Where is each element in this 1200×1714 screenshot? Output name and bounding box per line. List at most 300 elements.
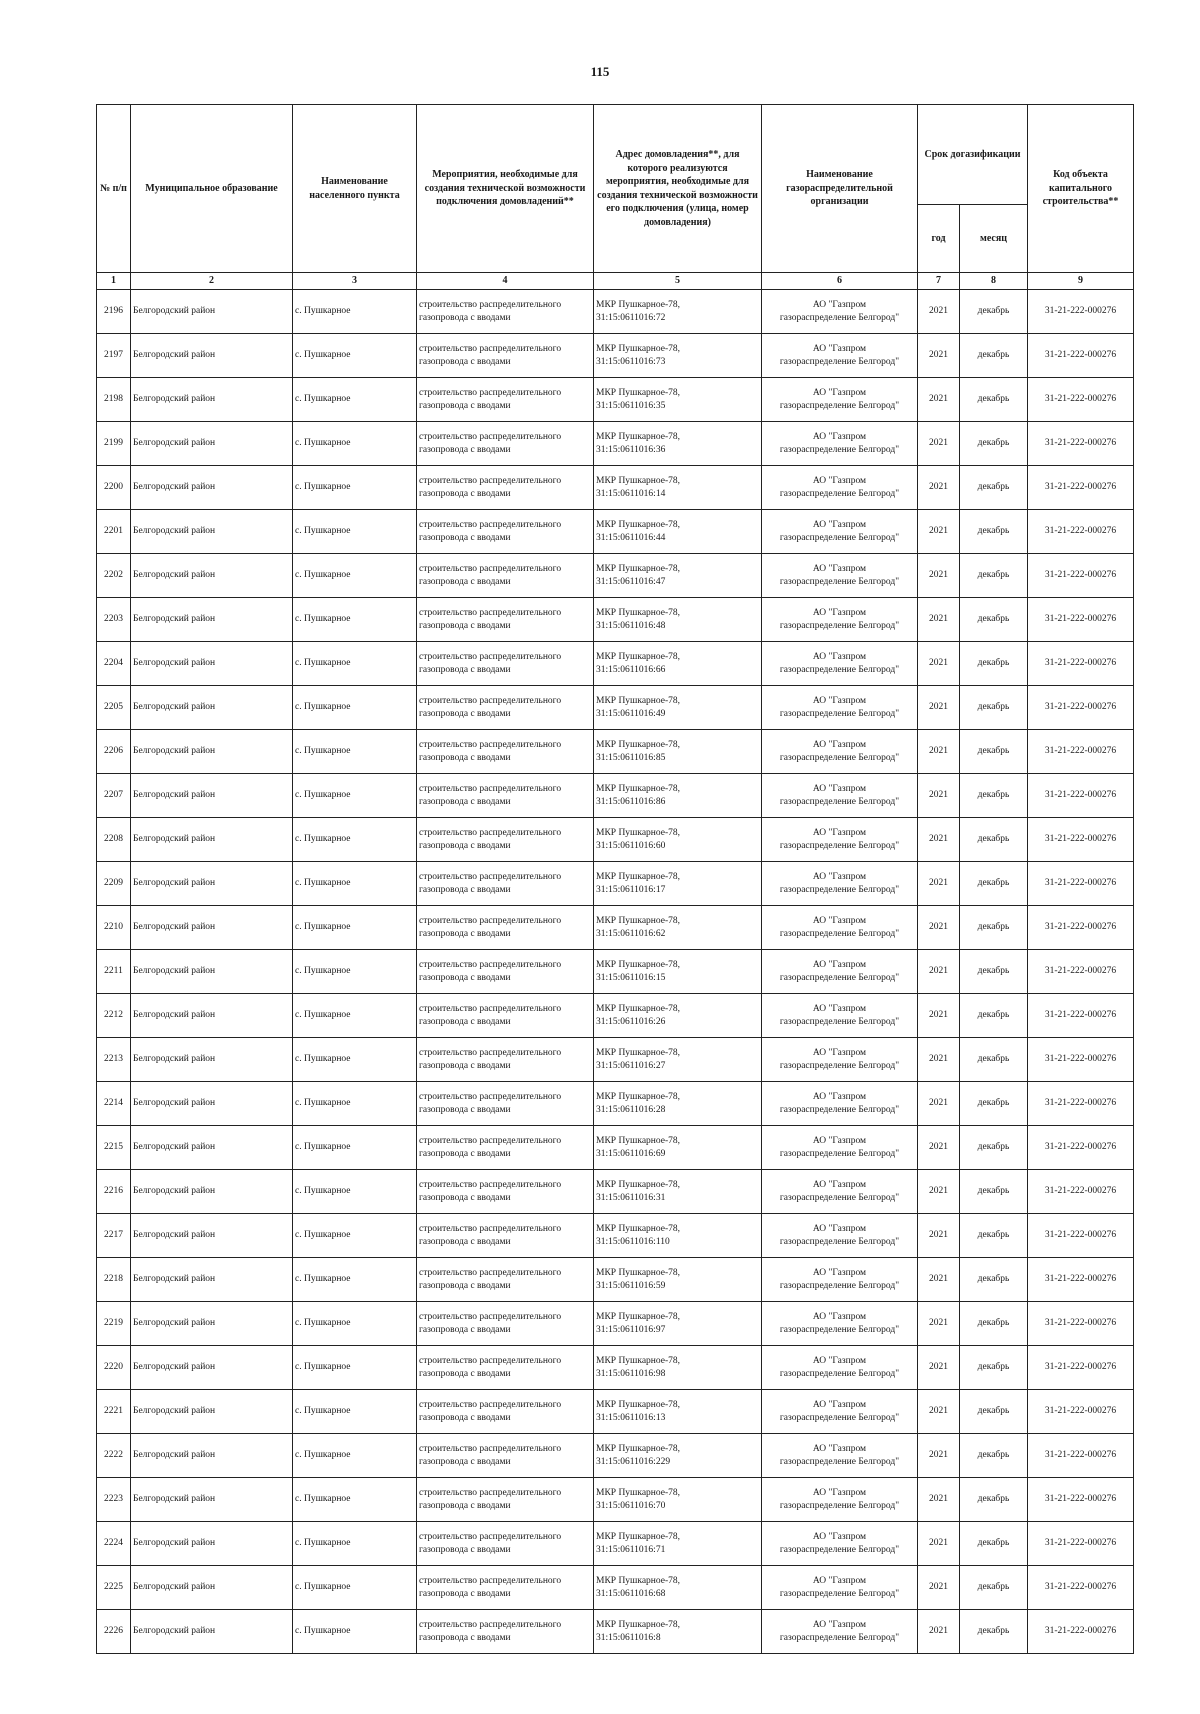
municipality-cell: Белгородский район: [131, 950, 293, 994]
municipality-cell: Белгородский район: [131, 334, 293, 378]
address-cell: МКР Пушкарное-78, 31:15:0611016:44: [594, 510, 762, 554]
header-deadline: Срок догазификации: [918, 105, 1028, 205]
table-row: [97, 1214, 1134, 1258]
address-cell: МКР Пушкарное-78, 31:15:0611016:14: [594, 466, 762, 510]
year-cell: 2021: [918, 554, 960, 598]
year-cell: 2021: [918, 1522, 960, 1566]
settlement-cell: с. Пушкарное: [293, 598, 417, 642]
year-cell: 2021: [918, 1082, 960, 1126]
code-cell: 31-21-222-000276: [1028, 1258, 1134, 1302]
municipality-cell: Белгородский район: [131, 1126, 293, 1170]
year-cell: 2021: [918, 1170, 960, 1214]
organization-cell: АО "Газпром газораспределение Белгород": [762, 642, 918, 686]
year-cell: 2021: [918, 1302, 960, 1346]
year-cell: 2021: [918, 1214, 960, 1258]
row-number: 2226: [97, 1610, 131, 1654]
year-cell: 2021: [918, 510, 960, 554]
row-number: 2224: [97, 1522, 131, 1566]
settlement-cell: с. Пушкарное: [293, 1346, 417, 1390]
row-number: 2197: [97, 334, 131, 378]
settlement-cell: с. Пушкарное: [293, 290, 417, 334]
year-cell: 2021: [918, 1126, 960, 1170]
month-cell: декабрь: [960, 1258, 1028, 1302]
address-cell: МКР Пушкарное-78, 31:15:0611016:49: [594, 686, 762, 730]
measures-cell: строительство распределительного газопровода с вводами: [417, 1302, 594, 1346]
col-number: 8: [960, 273, 1028, 290]
settlement-cell: с. Пушкарное: [293, 510, 417, 554]
month-cell: декабрь: [960, 1126, 1028, 1170]
address-cell: МКР Пушкарное-78, 31:15:0611016:85: [594, 730, 762, 774]
address-cell: МКР Пушкарное-78, 31:15:0611016:8: [594, 1610, 762, 1654]
table-row: [97, 1390, 1134, 1434]
row-number: 2196: [97, 290, 131, 334]
table-row: [97, 774, 1134, 818]
month-cell: декабрь: [960, 554, 1028, 598]
municipality-cell: Белгородский район: [131, 290, 293, 334]
organization-cell: АО "Газпром газораспределение Белгород": [762, 1434, 918, 1478]
table-row: [97, 1434, 1134, 1478]
month-cell: декабрь: [960, 642, 1028, 686]
year-cell: 2021: [918, 1478, 960, 1522]
municipality-cell: Белгородский район: [131, 554, 293, 598]
month-cell: декабрь: [960, 378, 1028, 422]
code-cell: 31-21-222-000276: [1028, 730, 1134, 774]
municipality-cell: Белгородский район: [131, 818, 293, 862]
year-cell: 2021: [918, 290, 960, 334]
measures-cell: строительство распределительного газопровода с вводами: [417, 510, 594, 554]
address-cell: МКР Пушкарное-78, 31:15:0611016:27: [594, 1038, 762, 1082]
month-cell: декабрь: [960, 730, 1028, 774]
row-number: 2203: [97, 598, 131, 642]
organization-cell: АО "Газпром газораспределение Белгород": [762, 1566, 918, 1610]
organization-cell: АО "Газпром газораспределение Белгород": [762, 906, 918, 950]
organization-cell: АО "Газпром газораспределение Белгород": [762, 334, 918, 378]
table-row: [97, 994, 1134, 1038]
address-cell: МКР Пушкарное-78, 31:15:0611016:69: [594, 1126, 762, 1170]
address-cell: МКР Пушкарное-78, 31:15:0611016:59: [594, 1258, 762, 1302]
municipality-cell: Белгородский район: [131, 466, 293, 510]
address-cell: МКР Пушкарное-78, 31:15:0611016:86: [594, 774, 762, 818]
month-cell: декабрь: [960, 994, 1028, 1038]
row-number: 2216: [97, 1170, 131, 1214]
row-number: 2200: [97, 466, 131, 510]
municipality-cell: Белгородский район: [131, 378, 293, 422]
address-cell: МКР Пушкарное-78, 31:15:0611016:48: [594, 598, 762, 642]
table-row: [97, 554, 1134, 598]
table-row: [97, 1610, 1134, 1654]
municipality-cell: Белгородский район: [131, 510, 293, 554]
municipality-cell: Белгородский район: [131, 1390, 293, 1434]
year-cell: 2021: [918, 1346, 960, 1390]
table-row: [97, 950, 1134, 994]
row-number: 2218: [97, 1258, 131, 1302]
header-year: год: [918, 205, 960, 273]
code-cell: 31-21-222-000276: [1028, 334, 1134, 378]
year-cell: 2021: [918, 1566, 960, 1610]
settlement-cell: с. Пушкарное: [293, 1434, 417, 1478]
measures-cell: строительство распределительного газопровода с вводами: [417, 1390, 594, 1434]
settlement-cell: с. Пушкарное: [293, 1522, 417, 1566]
code-cell: 31-21-222-000276: [1028, 422, 1134, 466]
gasification-table: [96, 104, 1134, 1654]
code-cell: 31-21-222-000276: [1028, 774, 1134, 818]
municipality-cell: Белгородский район: [131, 1082, 293, 1126]
municipality-cell: Белгородский район: [131, 906, 293, 950]
year-cell: 2021: [918, 642, 960, 686]
table-row: [97, 466, 1134, 510]
municipality-cell: Белгородский район: [131, 422, 293, 466]
code-cell: 31-21-222-000276: [1028, 1346, 1134, 1390]
organization-cell: АО "Газпром газораспределение Белгород": [762, 1038, 918, 1082]
address-cell: МКР Пушкарное-78, 31:15:0611016:35: [594, 378, 762, 422]
table-row: [97, 1258, 1134, 1302]
code-cell: 31-21-222-000276: [1028, 554, 1134, 598]
month-cell: декабрь: [960, 686, 1028, 730]
measures-cell: строительство распределительного газопровода с вводами: [417, 378, 594, 422]
organization-cell: АО "Газпром газораспределение Белгород": [762, 422, 918, 466]
measures-cell: строительство распределительного газопровода с вводами: [417, 466, 594, 510]
year-cell: 2021: [918, 422, 960, 466]
month-cell: декабрь: [960, 1038, 1028, 1082]
settlement-cell: с. Пушкарное: [293, 1214, 417, 1258]
column-number-row: [97, 273, 1134, 290]
table-body: [97, 290, 1134, 1654]
month-cell: декабрь: [960, 1610, 1028, 1654]
header-num: № п/п: [97, 105, 131, 273]
municipality-cell: Белгородский район: [131, 686, 293, 730]
code-cell: 31-21-222-000276: [1028, 1566, 1134, 1610]
organization-cell: АО "Газпром газораспределение Белгород": [762, 1082, 918, 1126]
code-cell: 31-21-222-000276: [1028, 1610, 1134, 1654]
code-cell: 31-21-222-000276: [1028, 1434, 1134, 1478]
year-cell: 2021: [918, 334, 960, 378]
organization-cell: АО "Газпром газораспределение Белгород": [762, 290, 918, 334]
year-cell: 2021: [918, 906, 960, 950]
year-cell: 2021: [918, 466, 960, 510]
table-row: [97, 290, 1134, 334]
month-cell: декабрь: [960, 1170, 1028, 1214]
row-number: 2221: [97, 1390, 131, 1434]
year-cell: 2021: [918, 862, 960, 906]
year-cell: 2021: [918, 1038, 960, 1082]
measures-cell: строительство распределительного газопровода с вводами: [417, 994, 594, 1038]
row-number: 2198: [97, 378, 131, 422]
col-number: 5: [594, 273, 762, 290]
settlement-cell: с. Пушкарное: [293, 1038, 417, 1082]
code-cell: 31-21-222-000276: [1028, 1478, 1134, 1522]
organization-cell: АО "Газпром газораспределение Белгород": [762, 774, 918, 818]
organization-cell: АО "Газпром газораспределение Белгород": [762, 1126, 918, 1170]
col-number: 1: [97, 273, 131, 290]
measures-cell: строительство распределительного газопровода с вводами: [417, 1478, 594, 1522]
row-number: 2219: [97, 1302, 131, 1346]
settlement-cell: с. Пушкарное: [293, 1170, 417, 1214]
measures-cell: строительство распределительного газопровода с вводами: [417, 1170, 594, 1214]
municipality-cell: Белгородский район: [131, 1302, 293, 1346]
code-cell: 31-21-222-000276: [1028, 950, 1134, 994]
code-cell: 31-21-222-000276: [1028, 1038, 1134, 1082]
month-cell: декабрь: [960, 1478, 1028, 1522]
settlement-cell: с. Пушкарное: [293, 334, 417, 378]
municipality-cell: Белгородский район: [131, 862, 293, 906]
measures-cell: строительство распределительного газопровода с вводами: [417, 1566, 594, 1610]
settlement-cell: с. Пушкарное: [293, 422, 417, 466]
measures-cell: строительство распределительного газопровода с вводами: [417, 774, 594, 818]
row-number: 2222: [97, 1434, 131, 1478]
municipality-cell: Белгородский район: [131, 1610, 293, 1654]
address-cell: МКР Пушкарное-78, 31:15:0611016:68: [594, 1566, 762, 1610]
code-cell: 31-21-222-000276: [1028, 862, 1134, 906]
code-cell: 31-21-222-000276: [1028, 686, 1134, 730]
organization-cell: АО "Газпром газораспределение Белгород": [762, 730, 918, 774]
address-cell: МКР Пушкарное-78, 31:15:0611016:17: [594, 862, 762, 906]
address-cell: МКР Пушкарное-78, 31:15:0611016:97: [594, 1302, 762, 1346]
table-row: [97, 1566, 1134, 1610]
organization-cell: АО "Газпром газораспределение Белгород": [762, 818, 918, 862]
organization-cell: АО "Газпром газораспределение Белгород": [762, 862, 918, 906]
year-cell: 2021: [918, 1390, 960, 1434]
municipality-cell: Белгородский район: [131, 1522, 293, 1566]
table-row: [97, 1126, 1134, 1170]
municipality-cell: Белгородский район: [131, 730, 293, 774]
measures-cell: строительство распределительного газопровода с вводами: [417, 730, 594, 774]
code-cell: 31-21-222-000276: [1028, 466, 1134, 510]
year-cell: 2021: [918, 1434, 960, 1478]
organization-cell: АО "Газпром газораспределение Белгород": [762, 598, 918, 642]
settlement-cell: с. Пушкарное: [293, 1258, 417, 1302]
address-cell: МКР Пушкарное-78, 31:15:0611016:62: [594, 906, 762, 950]
month-cell: декабрь: [960, 290, 1028, 334]
year-cell: 2021: [918, 1258, 960, 1302]
table-row: [97, 598, 1134, 642]
municipality-cell: Белгородский район: [131, 1214, 293, 1258]
row-number: 2210: [97, 906, 131, 950]
row-number: 2202: [97, 554, 131, 598]
settlement-cell: с. Пушкарное: [293, 686, 417, 730]
table-row: [97, 1038, 1134, 1082]
code-cell: 31-21-222-000276: [1028, 290, 1134, 334]
month-cell: декабрь: [960, 1434, 1028, 1478]
municipality-cell: Белгородский район: [131, 642, 293, 686]
code-cell: 31-21-222-000276: [1028, 642, 1134, 686]
measures-cell: строительство распределительного газопровода с вводами: [417, 1038, 594, 1082]
measures-cell: строительство распределительного газопровода с вводами: [417, 334, 594, 378]
measures-cell: строительство распределительного газопровода с вводами: [417, 1126, 594, 1170]
table-row: [97, 1522, 1134, 1566]
measures-cell: строительство распределительного газопровода с вводами: [417, 818, 594, 862]
month-cell: декабрь: [960, 862, 1028, 906]
address-cell: МКР Пушкарное-78, 31:15:0611016:31: [594, 1170, 762, 1214]
settlement-cell: с. Пушкарное: [293, 994, 417, 1038]
month-cell: декабрь: [960, 1082, 1028, 1126]
row-number: 2207: [97, 774, 131, 818]
organization-cell: АО "Газпром газораспределение Белгород": [762, 1302, 918, 1346]
settlement-cell: с. Пушкарное: [293, 466, 417, 510]
address-cell: МКР Пушкарное-78, 31:15:0611016:15: [594, 950, 762, 994]
row-number: 2209: [97, 862, 131, 906]
table-row: [97, 862, 1134, 906]
organization-cell: АО "Газпром газораспределение Белгород": [762, 1478, 918, 1522]
header-measures: Мероприятия, необходимые для создания технической возможности подключения домовладений**: [417, 105, 594, 273]
year-cell: 2021: [918, 378, 960, 422]
code-cell: 31-21-222-000276: [1028, 1082, 1134, 1126]
row-number: 2220: [97, 1346, 131, 1390]
address-cell: МКР Пушкарное-78, 31:15:0611016:66: [594, 642, 762, 686]
municipality-cell: Белгородский район: [131, 598, 293, 642]
month-cell: декабрь: [960, 598, 1028, 642]
row-number: 2201: [97, 510, 131, 554]
row-number: 2214: [97, 1082, 131, 1126]
municipality-cell: Белгородский район: [131, 994, 293, 1038]
table-row: [97, 1082, 1134, 1126]
year-cell: 2021: [918, 1610, 960, 1654]
address-cell: МКР Пушкарное-78, 31:15:0611016:26: [594, 994, 762, 1038]
settlement-cell: с. Пушкарное: [293, 1566, 417, 1610]
settlement-cell: с. Пушкарное: [293, 1082, 417, 1126]
organization-cell: АО "Газпром газораспределение Белгород": [762, 554, 918, 598]
header-code: Код объекта капитального строительства**: [1028, 105, 1134, 273]
row-number: 2206: [97, 730, 131, 774]
address-cell: МКР Пушкарное-78, 31:15:0611016:73: [594, 334, 762, 378]
year-cell: 2021: [918, 818, 960, 862]
row-number: 2223: [97, 1478, 131, 1522]
header-month: месяц: [960, 205, 1028, 273]
col-number: 9: [1028, 273, 1134, 290]
row-number: 2199: [97, 422, 131, 466]
row-number: 2211: [97, 950, 131, 994]
month-cell: декабрь: [960, 1390, 1028, 1434]
month-cell: декабрь: [960, 510, 1028, 554]
col-number: 2: [131, 273, 293, 290]
settlement-cell: с. Пушкарное: [293, 862, 417, 906]
settlement-cell: с. Пушкарное: [293, 730, 417, 774]
code-cell: 31-21-222-000276: [1028, 818, 1134, 862]
month-cell: декабрь: [960, 422, 1028, 466]
row-number: 2208: [97, 818, 131, 862]
address-cell: МКР Пушкарное-78, 31:15:0611016:98: [594, 1346, 762, 1390]
municipality-cell: Белгородский район: [131, 1170, 293, 1214]
header-address: Адрес домовладения**, для которого реализуются мероприятия, необходимые для создания технической возможности его подключения (улица, номер домовладения): [594, 105, 762, 273]
page-number: 115: [590, 64, 610, 79]
col-number: 4: [417, 273, 594, 290]
organization-cell: АО "Газпром газораспределение Белгород": [762, 466, 918, 510]
row-number: 2212: [97, 994, 131, 1038]
row-number: 2225: [97, 1566, 131, 1610]
year-cell: 2021: [918, 598, 960, 642]
settlement-cell: с. Пушкарное: [293, 818, 417, 862]
settlement-cell: с. Пушкарное: [293, 906, 417, 950]
settlement-cell: с. Пушкарное: [293, 774, 417, 818]
table-row: [97, 642, 1134, 686]
row-number: 2204: [97, 642, 131, 686]
organization-cell: АО "Газпром газораспределение Белгород": [762, 1522, 918, 1566]
address-cell: МКР Пушкарное-78, 31:15:0611016:13: [594, 1390, 762, 1434]
settlement-cell: с. Пушкарное: [293, 950, 417, 994]
table-row: [97, 1478, 1134, 1522]
address-cell: МКР Пушкарное-78, 31:15:0611016:36: [594, 422, 762, 466]
measures-cell: строительство распределительного газопровода с вводами: [417, 422, 594, 466]
organization-cell: АО "Газпром газораспределение Белгород": [762, 1214, 918, 1258]
municipality-cell: Белгородский район: [131, 1258, 293, 1302]
table-row: [97, 422, 1134, 466]
table-header: [97, 105, 1134, 290]
organization-cell: АО "Газпром газораспределение Белгород": [762, 1390, 918, 1434]
measures-cell: строительство распределительного газопровода с вводами: [417, 950, 594, 994]
municipality-cell: Белгородский район: [131, 1434, 293, 1478]
municipality-cell: Белгородский район: [131, 1346, 293, 1390]
month-cell: декабрь: [960, 774, 1028, 818]
table-row: [97, 686, 1134, 730]
settlement-cell: с. Пушкарное: [293, 1390, 417, 1434]
measures-cell: строительство распределительного газопровода с вводами: [417, 598, 594, 642]
month-cell: декабрь: [960, 466, 1028, 510]
month-cell: декабрь: [960, 1522, 1028, 1566]
measures-cell: строительство распределительного газопровода с вводами: [417, 642, 594, 686]
settlement-cell: с. Пушкарное: [293, 1126, 417, 1170]
settlement-cell: с. Пушкарное: [293, 554, 417, 598]
code-cell: 31-21-222-000276: [1028, 994, 1134, 1038]
organization-cell: АО "Газпром газораспределение Белгород": [762, 950, 918, 994]
year-cell: 2021: [918, 686, 960, 730]
measures-cell: строительство распределительного газопровода с вводами: [417, 862, 594, 906]
year-cell: 2021: [918, 994, 960, 1038]
month-cell: декабрь: [960, 1566, 1028, 1610]
organization-cell: АО "Газпром газораспределение Белгород": [762, 1258, 918, 1302]
address-cell: МКР Пушкарное-78, 31:15:0611016:47: [594, 554, 762, 598]
measures-cell: строительство распределительного газопровода с вводами: [417, 554, 594, 598]
row-number: 2215: [97, 1126, 131, 1170]
table-row: [97, 334, 1134, 378]
measures-cell: строительство распределительного газопровода с вводами: [417, 1082, 594, 1126]
measures-cell: строительство распределительного газопровода с вводами: [417, 1434, 594, 1478]
month-cell: декабрь: [960, 1302, 1028, 1346]
code-cell: 31-21-222-000276: [1028, 1214, 1134, 1258]
year-cell: 2021: [918, 774, 960, 818]
table-row: [97, 1302, 1134, 1346]
code-cell: 31-21-222-000276: [1028, 1390, 1134, 1434]
code-cell: 31-21-222-000276: [1028, 906, 1134, 950]
settlement-cell: с. Пушкарное: [293, 1478, 417, 1522]
measures-cell: строительство распределительного газопровода с вводами: [417, 1610, 594, 1654]
table-row: [97, 1170, 1134, 1214]
header-settlement: Наименование населенного пункта: [293, 105, 417, 273]
col-number: 7: [918, 273, 960, 290]
measures-cell: строительство распределительного газопровода с вводами: [417, 1258, 594, 1302]
settlement-cell: с. Пушкарное: [293, 378, 417, 422]
measures-cell: строительство распределительного газопровода с вводами: [417, 290, 594, 334]
month-cell: декабрь: [960, 334, 1028, 378]
code-cell: 31-21-222-000276: [1028, 510, 1134, 554]
row-number: 2217: [97, 1214, 131, 1258]
header-municipality: Муниципальное образование: [131, 105, 293, 273]
organization-cell: АО "Газпром газораспределение Белгород": [762, 1346, 918, 1390]
municipality-cell: Белгородский район: [131, 1566, 293, 1610]
col-number: 6: [762, 273, 918, 290]
municipality-cell: Белгородский район: [131, 1478, 293, 1522]
settlement-cell: с. Пушкарное: [293, 1302, 417, 1346]
table-row: [97, 378, 1134, 422]
month-cell: декабрь: [960, 906, 1028, 950]
organization-cell: АО "Газпром газораспределение Белгород": [762, 510, 918, 554]
code-cell: 31-21-222-000276: [1028, 1302, 1134, 1346]
table-row: [97, 730, 1134, 774]
address-cell: МКР Пушкарное-78, 31:15:0611016:28: [594, 1082, 762, 1126]
month-cell: декабрь: [960, 1214, 1028, 1258]
address-cell: МКР Пушкарное-78, 31:15:0611016:110: [594, 1214, 762, 1258]
header-organization: Наименование газораспределительной организации: [762, 105, 918, 273]
col-number: 3: [293, 273, 417, 290]
organization-cell: АО "Газпром газораспределение Белгород": [762, 1610, 918, 1654]
